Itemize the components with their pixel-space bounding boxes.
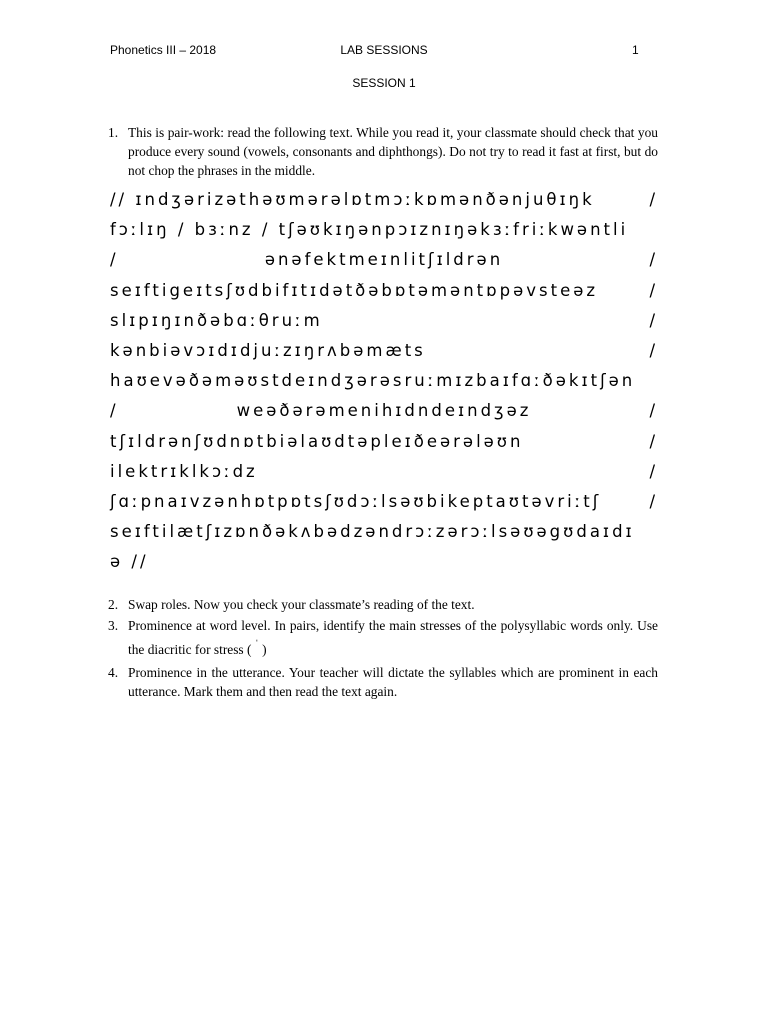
transcription-left: haʊevəðəməʊstdeɪndʒərəsruːmɪzbaɪfɑːðəkɪtʃən — [110, 371, 636, 390]
transcription-right: / — [649, 250, 658, 269]
transcription-left: ilektrɪklkɔːdz — [110, 462, 258, 481]
transcription-right: / — [649, 341, 658, 360]
item-text-before: Prominence at word level. In pairs, identify the main stresses of the polysyllabic words only. Use the diacritic for stress ( — [128, 618, 658, 657]
transcription-center: weəðərəmenihɪdndeɪndʒəz — [236, 401, 532, 420]
header-section-title: LAB SESSIONS — [340, 43, 428, 57]
item-number: 4. — [108, 665, 119, 680]
item-text: Swap roles. Now you check your classmate’s reading of the text. — [128, 597, 475, 612]
transcription-right: / — [649, 281, 658, 300]
transcription-center: ənəfektmeɪnlitʃɪldrən — [264, 250, 504, 269]
transcription-left: ʃɑːpnaɪvzənhɒtpɒtsʃʊdɔːlsəʊbikeptaʊtəvriːtʃ — [110, 492, 602, 511]
transcription-right: / — [649, 492, 658, 511]
page-number: 1 — [632, 43, 639, 57]
item-text-after: ) — [262, 642, 267, 657]
transcription-left: seɪftigeɪtsʃʊdbifɪtɪdətðəbɒtəməntɒpəvsteəz — [110, 281, 599, 300]
transcription-right: / — [649, 401, 658, 420]
item-number: 2. — [108, 597, 119, 612]
item-text — [128, 614, 658, 662]
item-text: Prominence in the utterance. Your teacher will dictate the syllables which are prominent in each utterance. Mark them and then read the text again. — [128, 665, 658, 699]
transcription-left: // ɪndʒərizəthəʊmərəlɒtmɔːkɒmənðənjuθɪŋk — [110, 190, 595, 209]
transcription-left: tʃɪldrənʃʊdnɒtbiəlaʊdtəpleɪðeərələʊn — [110, 432, 524, 451]
header-course-title: Phonetics III – 2018 — [110, 43, 217, 57]
transcription-left: ə // — [110, 552, 149, 571]
transcription-right: / — [649, 432, 658, 451]
instruction-item-1 — [108, 123, 658, 180]
instruction-item-2 — [108, 595, 658, 614]
stress-diacritic: ˈ — [254, 637, 259, 651]
transcription-left: slɪpɪŋɪnðəbɑːθruːm — [110, 311, 323, 330]
transcription-left: seɪftilætʃɪzɒnðəkʌbədzəndrɔːzərɔːlsəʊəgʊdaɪdɪ — [110, 522, 635, 541]
item-number: 3. — [108, 618, 119, 633]
session-title: SESSION 1 — [352, 76, 416, 90]
item-text: This is pair-work: read the following text. While you read it, your classmate should check that you produce every sound (vowels, consonants and diphthongs). Do not try to read it fast at first, but do not chop the phrases in the middle. — [128, 125, 658, 178]
transcription-left: fɔːlɪŋ / bɜːnz / tʃəʊkɪŋənpɔɪznɪŋəkɜːfriːkwəntli — [110, 220, 629, 239]
transcription-right: / — [649, 311, 658, 330]
transcription-right: / — [649, 190, 658, 209]
transcription-right: / — [649, 462, 658, 481]
instruction-item-3 — [108, 614, 658, 662]
transcription-left: / — [110, 250, 119, 269]
item-number: 1. — [108, 125, 119, 140]
transcription-left: kənbiəvɔɪdɪdjuːzɪŋrʌbəmæts — [110, 341, 426, 360]
instruction-item-4 — [108, 663, 658, 701]
transcription-left: / — [110, 401, 119, 420]
